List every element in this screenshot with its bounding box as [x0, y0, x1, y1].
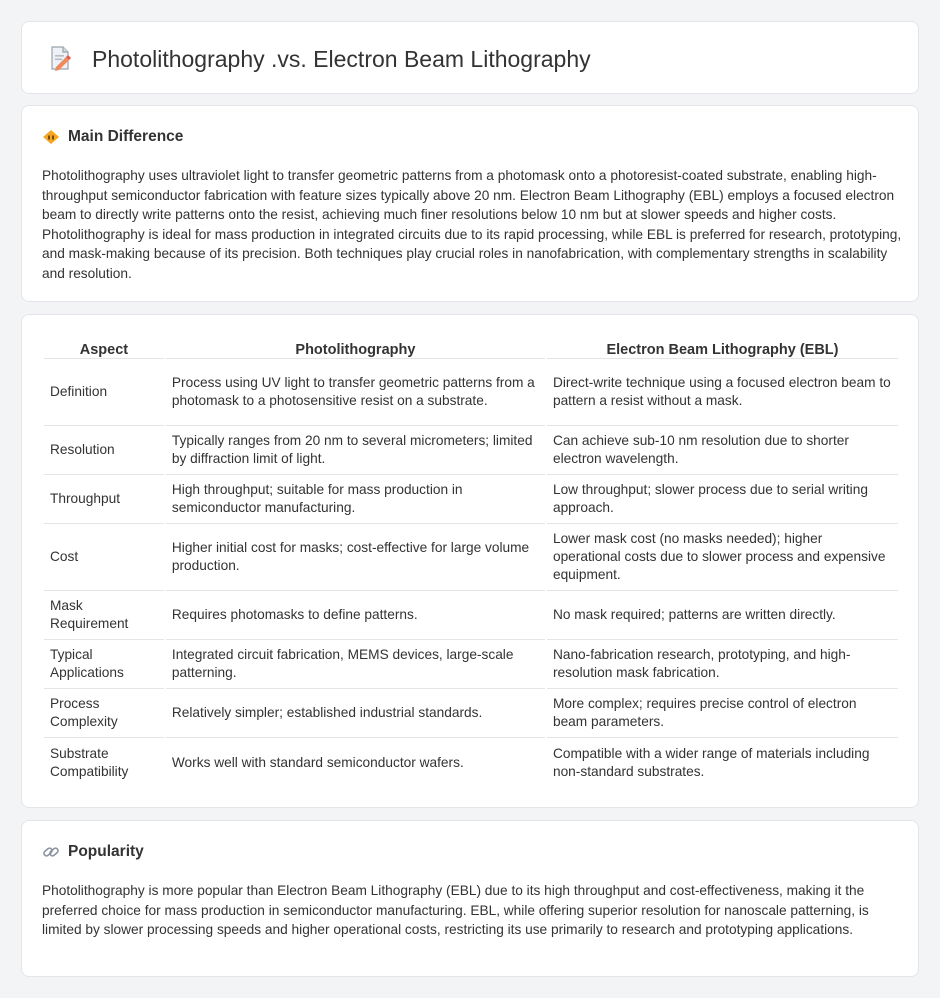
row-aspect: Substrate Compatibility [50, 745, 129, 779]
row-photolithography: High throughput; suitable for mass production in semiconductor manufacturing. [166, 475, 545, 524]
table-row [44, 426, 898, 475]
comparison-section [21, 314, 919, 808]
row-photolithography: Higher initial cost for masks; cost-effective for large volume production. [166, 524, 545, 591]
main-difference-text: Photolithography uses ultraviolet light to transfer geometric patterns from a photomask onto a photoresist-coated substrate, enabling high-throughput semiconductor fabrication with feature sizes typically above 20 nm. Electron Beam Lithography (EBL) employs a focused electron beam to directly write patterns onto the resist, achieving much finer resolutions below 10 nm but at slower speeds and higher costs. Photolithography is ideal for mass production in integrated circuits due to its rapid processing, while EBL is preferred for research, prototyping, and mask-making because of its precision. Both techniques play crucial roles in nanofabrication, with complementary strengths in scalability and resolution. [42, 168, 902, 281]
main-difference-heading: Main Difference [68, 128, 184, 145]
popularity-text: Photolithography is more popular than Electron Beam Lithography (EBL) due to its high throughput and cost-effectiveness, making it the preferred choice for mass production in semiconductor manufacturing. EBL, while offering superior resolution for nanoscale patterning, is limited by slower processing speeds and higher operational costs, restricting its use primarily to research and prototyping applications. [42, 883, 869, 937]
table-row [44, 475, 898, 524]
main-difference-section [21, 105, 919, 302]
row-ebl: Direct-write technique using a focused electron beam to pattern a resist without a mask. [547, 359, 898, 426]
row-ebl: Nano-fabrication research, prototyping, and high-resolution mask fabrication. [547, 640, 898, 689]
table-row [44, 524, 898, 591]
row-ebl: Low throughput; slower process due to serial writing approach. [547, 475, 898, 524]
popularity-heading: Popularity [68, 843, 144, 860]
row-ebl: More complex; requires precise control of electron beam parameters. [547, 689, 898, 738]
row-ebl: Lower mask cost (no masks needed); higher operational costs due to slower process and expensive equipment. [547, 524, 898, 591]
table-row [44, 591, 898, 640]
table-row [44, 359, 898, 426]
document-pencil-icon [46, 44, 74, 72]
row-photolithography: Requires photomasks to define patterns. [166, 591, 545, 640]
row-photolithography: Typically ranges from 20 nm to several micrometers; limited by diffraction limit of light. [166, 426, 545, 475]
row-ebl: Can achieve sub-10 nm resolution due to shorter electron wavelength. [547, 426, 898, 475]
table-header-row [44, 336, 898, 359]
row-aspect: Process Complexity [44, 689, 164, 738]
row-photolithography: Process using UV light to transfer geometric patterns from a photomask to a photosensitive resist on a substrate. [166, 359, 545, 426]
table-row [44, 689, 898, 738]
row-photolithography: Works well with standard semiconductor wafers. [171, 754, 464, 770]
row-ebl: Compatible with a wider range of materials including non-standard substrates. [552, 745, 870, 779]
column-header-photolithography: Photolithography [166, 336, 545, 359]
row-ebl: No mask required; patterns are written directly. [547, 591, 898, 640]
comparison-table [42, 336, 900, 787]
row-photolithography: Integrated circuit fabrication, MEMS devices, large-scale patterning. [166, 640, 545, 689]
row-aspect: Definition [44, 359, 164, 426]
row-photolithography: Relatively simpler; established industrial standards. [166, 689, 545, 738]
link-icon [42, 844, 60, 860]
diamond-icon [42, 129, 60, 145]
table-row [44, 738, 898, 787]
column-header-aspect: Aspect [44, 336, 164, 359]
popularity-section [21, 820, 919, 977]
title-card [21, 21, 919, 94]
row-aspect: Mask Requirement [44, 591, 164, 640]
page-title: Photolithography .vs. Electron Beam Lithography [92, 46, 591, 72]
column-header-ebl: Electron Beam Lithography (EBL) [547, 336, 898, 359]
row-aspect: Typical Applications [44, 640, 164, 689]
row-aspect: Cost [44, 524, 164, 591]
table-row [44, 640, 898, 689]
row-aspect: Throughput [44, 475, 164, 524]
row-aspect: Resolution [44, 426, 164, 475]
